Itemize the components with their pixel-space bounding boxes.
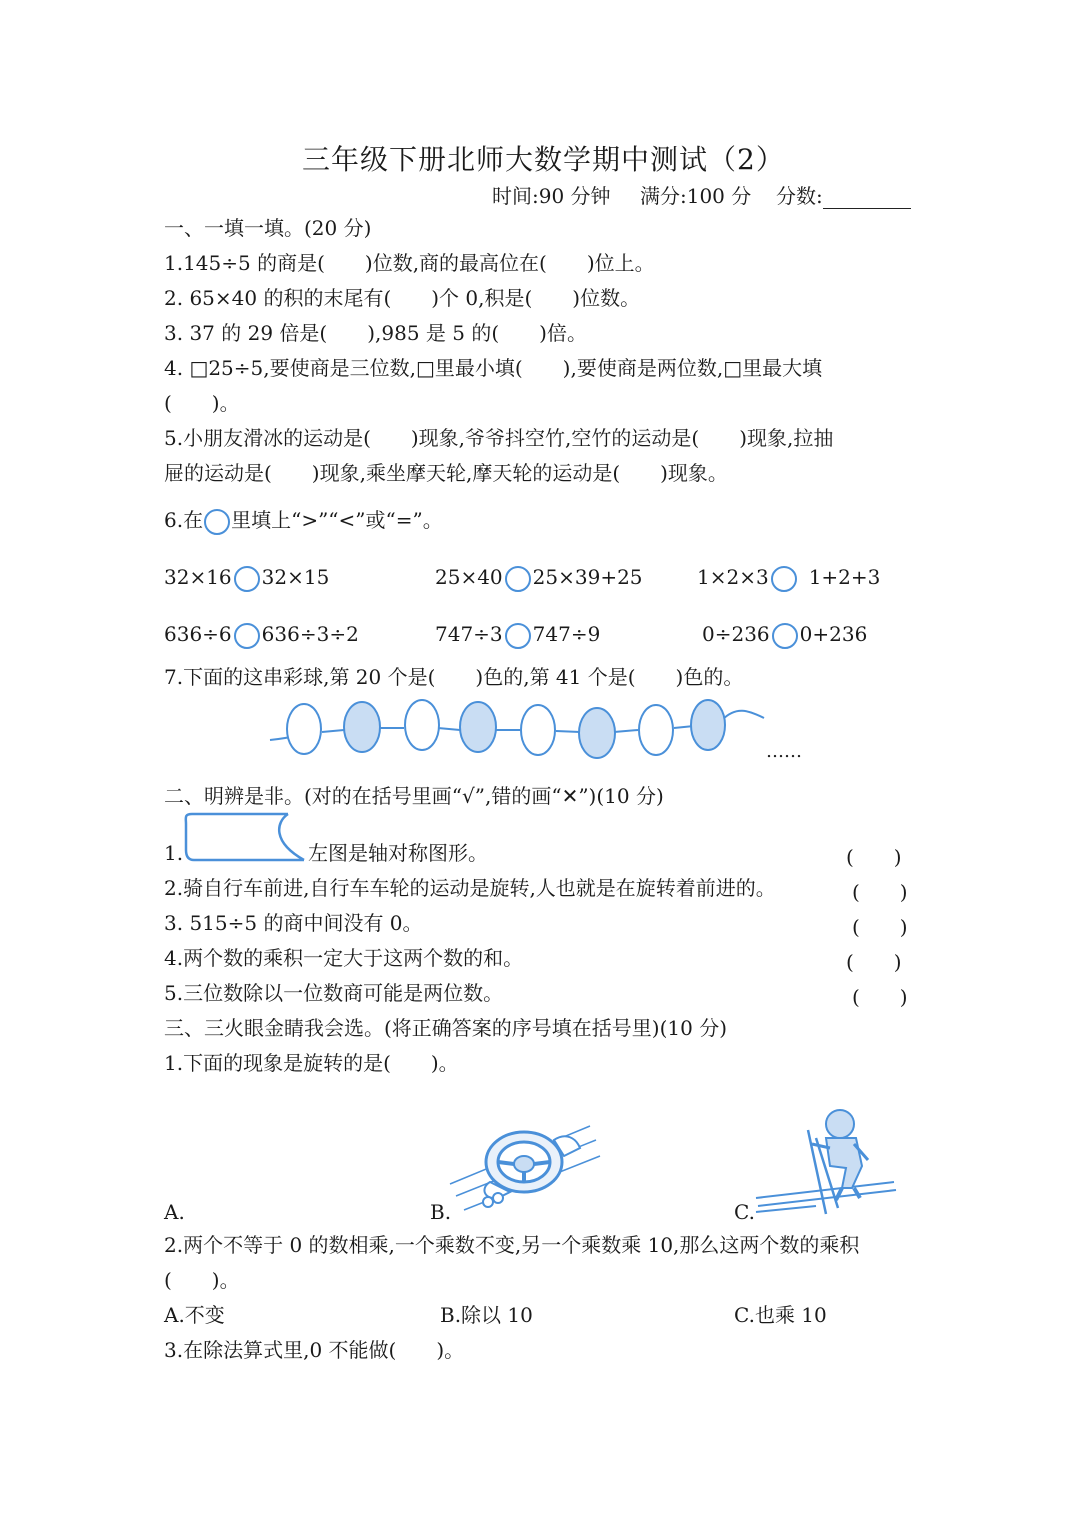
ball-blue <box>579 708 615 758</box>
compare-item <box>435 565 643 592</box>
compare-circle[interactable] <box>234 566 260 592</box>
s2-item-5: 5.三位数除以一位数商可能是两位数。 <box>164 981 504 1005</box>
s2-item-1-number: 1. <box>164 841 184 865</box>
s1-question-2: 2. 65×40 的积的末尾有( )个 0,积是( )位数。 <box>164 286 641 310</box>
option-b[interactable]: B.除以 10 <box>440 1303 533 1327</box>
page-title: 三年级下册北师大数学期中测试（2） <box>302 143 785 176</box>
compare-left: 636÷6 <box>164 622 232 646</box>
compare-right: 0+236 <box>799 622 868 646</box>
s1-question-3: 3. 37 的 29 倍是( ),985 是 5 的( )倍。 <box>164 321 587 345</box>
skier-icon <box>756 1108 898 1218</box>
q6-prefix: 6.在 <box>164 508 204 532</box>
score-field[interactable] <box>776 180 911 209</box>
q6-suffix: 里填上“>”“<”或“=”。 <box>231 508 443 532</box>
option-a[interactable]: A.不变 <box>164 1303 225 1327</box>
s1-question-6 <box>164 508 443 535</box>
compare-right: 1+2+3 <box>808 565 881 589</box>
compare-item <box>697 565 880 592</box>
ball-white <box>639 705 673 755</box>
circle-icon <box>204 509 230 535</box>
compare-left: 747÷3 <box>435 622 503 646</box>
answer-paren[interactable]: ( ) <box>852 985 908 1009</box>
section2-heading: 二、明辨是非。(对的在括号里画“√”,错的画“✕”)(10 分) <box>164 784 664 808</box>
shape-icon <box>184 812 308 862</box>
s3-question-2a: 2.两个不等于 0 的数相乘,一个乘数不变,另一个乘数乘 10,那么这两个数的乘积 <box>164 1233 860 1257</box>
ball-blue <box>691 700 725 750</box>
s2-item-1-text: 左图是轴对称图形。 <box>308 841 488 865</box>
answer-paren[interactable]: ( ) <box>852 915 908 939</box>
compare-circle[interactable] <box>771 566 797 592</box>
compare-right: 32×15 <box>261 565 330 589</box>
exam-full-score: 满分:100 分 <box>640 184 752 208</box>
compare-circle[interactable] <box>772 623 798 649</box>
compare-left: 1×2×3 <box>697 565 769 589</box>
ball-white <box>287 704 321 754</box>
compare-circle[interactable] <box>505 566 531 592</box>
s1-question-7: 7.下面的这串彩球,第 20 个是( )色的,第 41 个是( )色的。 <box>164 665 744 689</box>
s1-question-4a: 4. □25÷5,要使商是三位数,□里最小填( ),要使商是两位数,□里最大填 <box>164 356 823 380</box>
s3-question-1: 1.下面的现象是旋转的是( )。 <box>164 1051 459 1075</box>
option-a[interactable]: A. <box>164 1200 185 1224</box>
section3-heading: 三、三火眼金睛我会选。(将正确答案的序号填在括号里)(10 分) <box>164 1016 728 1040</box>
compare-left: 32×16 <box>164 565 232 589</box>
answer-paren[interactable]: ( ) <box>846 845 902 869</box>
section1-heading: 一、一填一填。(20 分) <box>164 216 372 240</box>
compare-right: 25×39+25 <box>532 565 643 589</box>
compare-item <box>435 622 600 649</box>
ball-white <box>521 705 555 755</box>
compare-left: 25×40 <box>435 565 503 589</box>
compare-circle[interactable] <box>234 623 260 649</box>
s2-item-3: 3. 515÷5 的商中间没有 0。 <box>164 911 423 935</box>
option-c[interactable]: C.也乘 10 <box>734 1303 827 1327</box>
compare-circle[interactable] <box>505 623 531 649</box>
compare-item <box>164 565 329 592</box>
ball-blue <box>460 702 496 752</box>
compare-right: 636÷3÷2 <box>261 622 359 646</box>
s1-question-5b: 屉的运动是( )现象,乘坐摩天轮,摩天轮的运动是( )现象。 <box>164 461 728 485</box>
s3-question-3: 3.在除法算式里,0 不能做( )。 <box>164 1338 465 1362</box>
ellipsis: …… <box>766 741 802 762</box>
score-label: 分数: <box>776 184 823 208</box>
s1-question-4b: ( )。 <box>164 391 240 415</box>
compare-right: 747÷9 <box>532 622 601 646</box>
steering-wheel-icon <box>450 1122 600 1214</box>
compare-item <box>164 622 359 649</box>
s2-item-4: 4.两个数的乘积一定大于这两个数的和。 <box>164 946 524 970</box>
option-b[interactable]: B. <box>430 1200 452 1224</box>
exam-time: 时间:90 分钟 <box>492 184 611 208</box>
score-blank[interactable] <box>823 188 911 209</box>
s2-item-2: 2.骑自行车前进,自行车车轮的运动是旋转,人也就是在旋转着前进的。 <box>164 876 776 900</box>
s1-question-5a: 5.小朋友滑冰的运动是( )现象,爷爷抖空竹,空竹的运动是( )现象,拉抽 <box>164 426 834 450</box>
s1-question-1: 1.145÷5 的商是( )位数,商的最高位在( )位上。 <box>164 251 655 275</box>
balloon-string-illustration <box>270 696 770 766</box>
ball-white <box>405 700 439 750</box>
compare-item <box>702 622 867 649</box>
answer-paren[interactable]: ( ) <box>852 880 908 904</box>
option-c[interactable]: C. <box>734 1200 755 1224</box>
ball-blue <box>344 702 380 752</box>
compare-left: 0÷236 <box>702 622 770 646</box>
answer-paren[interactable]: ( ) <box>846 950 902 974</box>
s3-question-2b: ( )。 <box>164 1268 240 1292</box>
